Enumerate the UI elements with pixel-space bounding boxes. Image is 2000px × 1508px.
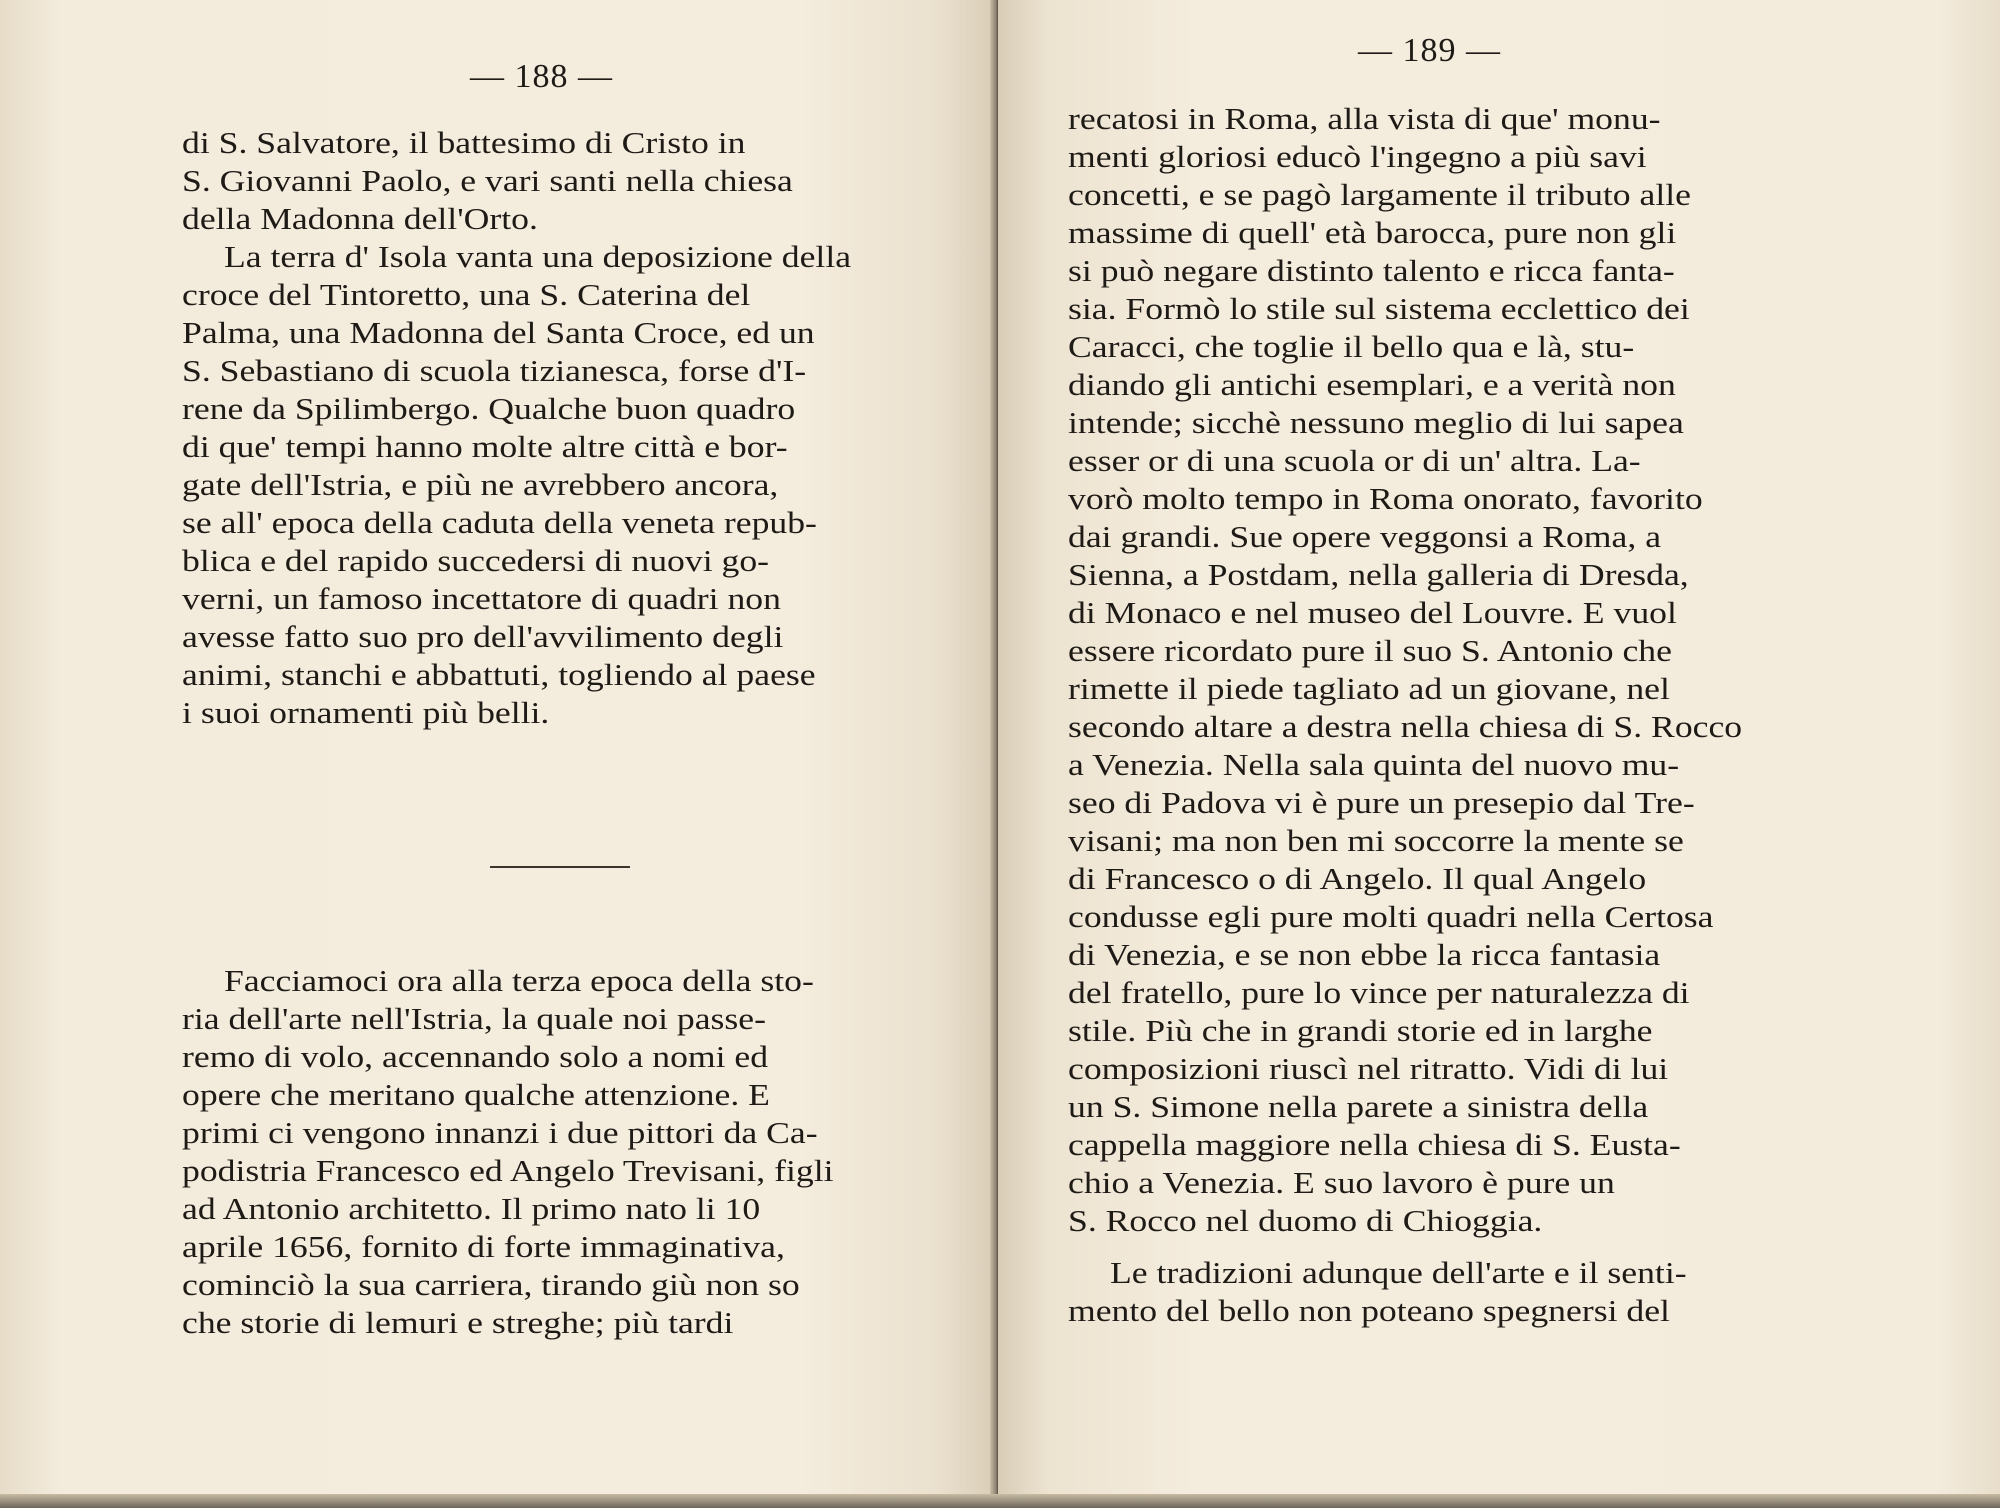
page-number-left: — 188 — <box>470 58 613 95</box>
text-line: Palma, una Madonna del Santa Croce, ed un <box>182 315 815 350</box>
text-line: S. Sebastiano di scuola tizianesca, forse d'I- <box>182 353 807 388</box>
page-bottom-edge <box>0 1494 2000 1508</box>
text-line: di que' tempi hanno molte altre città e bor- <box>182 429 788 464</box>
text-line: primi ci vengono innanzi i due pittori da Ca- <box>182 1115 818 1150</box>
text-line: Le tradizioni adunque dell'arte e il senti- <box>1110 1255 1687 1290</box>
text-line: menti gloriosi educò l'ingegno a più savi <box>1068 139 1647 174</box>
text-line: gate dell'Istria, e più ne avrebbero ancora, <box>182 467 779 502</box>
text-line: diando gli antichi esemplari, e a verità non <box>1068 367 1676 402</box>
text-line: rene da Spilimbergo. Qualche buon quadro <box>182 391 796 426</box>
text-line: Caracci, che toglie il bello qua e là, stu- <box>1068 329 1635 364</box>
text-line: croce del Tintoretto, una S. Caterina del <box>182 277 751 312</box>
text-line: composizioni riuscì nel ritratto. Vidi di lui <box>1068 1051 1669 1086</box>
text-line: esser or di una scuola or di un' altra. La- <box>1068 443 1641 478</box>
text-line: di Venezia, e se non ebbe la ricca fantasia <box>1068 937 1661 972</box>
right-page <box>998 0 2000 1508</box>
text-line: condusse egli pure molti quadri nella Certosa <box>1068 899 1714 934</box>
text-line: dai grandi. Sue opere veggonsi a Roma, a <box>1068 519 1662 554</box>
text-line: verni, un famoso incettatore di quadri non <box>182 581 781 616</box>
text-line: Facciamoci ora alla terza epoca della sto- <box>224 963 814 998</box>
text-line: essere ricordato pure il suo S. Antonio che <box>1068 633 1672 668</box>
text-line: di Francesco o di Angelo. Il qual Angelo <box>1068 861 1647 896</box>
text-line: massime di quell' età barocca, pure non gli <box>1068 215 1677 250</box>
text-line: S. Rocco nel duomo di Chioggia. <box>1068 1203 1543 1238</box>
text-line: sia. Formò lo stile sul sistema ecclettico dei <box>1068 291 1690 326</box>
text-line: intende; sicchè nessuno meglio di lui sapea <box>1068 405 1684 440</box>
text-line: blica e del rapido succedersi di nuovi go- <box>182 543 770 578</box>
text-line: mento del bello non poteano spegnersi del <box>1068 1293 1670 1328</box>
text-line: cappella maggiore nella chiesa di S. Eusta- <box>1068 1127 1681 1162</box>
text-line: cominciò la sua carriera, tirando giù non so <box>182 1267 800 1302</box>
text-line: chio a Venezia. E suo lavoro è pure un <box>1068 1165 1615 1200</box>
page-number-right: — 189 — <box>1358 32 1501 69</box>
text-line: che storie di lemuri e streghe; più tardi <box>182 1305 734 1340</box>
text-line: aprile 1656, fornito di forte immaginativa, <box>182 1229 785 1264</box>
section-divider <box>490 866 630 868</box>
text-line: seo di Padova vi è pure un presepio dal Tre- <box>1068 785 1695 820</box>
text-line: visani; ma non ben mi soccorre la mente se <box>1068 823 1684 858</box>
text-line: opere che meritano qualche attenzione. E <box>182 1077 770 1112</box>
text-line: remo di volo, accennando solo a nomi ed <box>182 1039 769 1074</box>
text-line: se all' epoca della caduta della veneta repub- <box>182 505 817 540</box>
text-line: stile. Più che in grandi storie ed in larghe <box>1068 1013 1653 1048</box>
text-line: recatosi in Roma, alla vista di que' monu- <box>1068 101 1661 136</box>
text-line: ria dell'arte nell'Istria, la quale noi passe- <box>182 1001 767 1036</box>
text-line: vorò molto tempo in Roma onorato, favorito <box>1068 481 1703 516</box>
text-line: podistria Francesco ed Angelo Trevisani, figli <box>182 1153 834 1188</box>
text-line: avesse fatto suo pro dell'avvilimento degli <box>182 619 784 654</box>
text-line: di S. Salvatore, il battesimo di Cristo in <box>182 125 746 160</box>
text-line: della Madonna dell'Orto. <box>182 201 538 236</box>
text-line: ad Antonio architetto. Il primo nato li 10 <box>182 1191 761 1226</box>
text-line: i suoi ornamenti più belli. <box>182 695 550 730</box>
text-line: animi, stanchi e abbattuti, togliendo al paese <box>182 657 816 692</box>
text-line: S. Giovanni Paolo, e vari santi nella chiesa <box>182 163 793 198</box>
text-line: a Venezia. Nella sala quinta del nuovo mu- <box>1068 747 1680 782</box>
text-line: Sienna, a Postdam, nella galleria di Dresda, <box>1068 557 1689 592</box>
left-page <box>0 0 995 1508</box>
text-line: La terra d' Isola vanta una deposizione della <box>224 239 852 274</box>
text-line: un S. Simone nella parete a sinistra della <box>1068 1089 1649 1124</box>
text-line: di Monaco e nel museo del Louvre. E vuol <box>1068 595 1677 630</box>
text-line: del fratello, pure lo vince per naturalezza di <box>1068 975 1690 1010</box>
text-line: rimette il piede tagliato ad un giovane, nel <box>1068 671 1670 706</box>
text-line: secondo altare a destra nella chiesa di S. Rocco <box>1068 709 1743 744</box>
text-line: si può negare distinto talento e ricca fanta- <box>1068 253 1675 288</box>
text-line: concetti, e se pagò largamente il tributo alle <box>1068 177 1691 212</box>
